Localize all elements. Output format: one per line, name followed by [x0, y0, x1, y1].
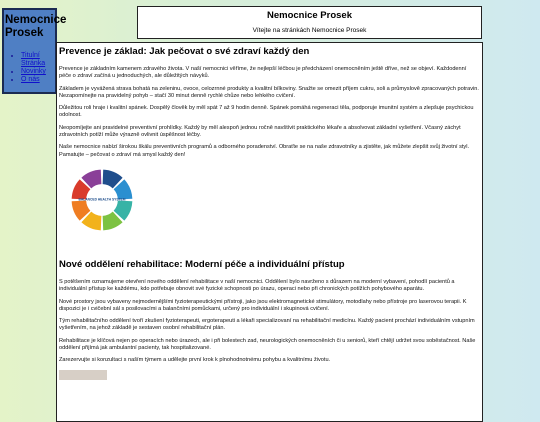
nav-list: [4, 52, 55, 84]
article-heading: Prevence je základ: Jak pečovat o své zdraví každý den: [59, 46, 310, 57]
main-content: [56, 42, 483, 422]
page-title: Nemocnice Prosek: [266, 10, 352, 21]
article-paragraph: Zarezervujte si konzultaci s naším týmem a udělejte první krok k plnohodnotnému pohybu a kvalitnímu životu.: [59, 357, 331, 364]
nav-link-about[interactable]: O nás: [21, 76, 40, 83]
nav-item-news: [21, 68, 55, 76]
nav-item-about: [21, 76, 55, 84]
sidebar: [2, 8, 67, 94]
article-paragraph: Prevence je základním kamenem zdravého života. V naší nemocnici věříme, že nejlepší léčbou je předcházení onemocněním ještě dříve, než se objeví. Každodenní péče o zdraví začíná u jednoduchých, ale důležitých návyků.: [59, 66, 467, 80]
wheel-label: BALANCED HEALTH SYSTEM: [78, 197, 126, 202]
article-heading: Nové oddělení rehabilitace: Moderní péče a individuální přístup: [59, 258, 345, 270]
nav-item-home: [21, 52, 55, 68]
article-paragraph: S potěšením oznamujeme otevření nového oddělení rehabilitace v naší nemocnici. Oddělení bylo navrženo s důrazem na moderní vybavení, pohodlí pacientů a individuální přístup ke každému, kdo potřebuje obnovit své fyzické schopnosti po úrazu, operaci nebo při chronických potížích pohybového aparátu.: [59, 278, 455, 293]
article-paragraph: Důležitou roli hraje i kvalitní spánek. Dospělý člověk by měl spát 7 až 9 hodin denně. Spánek pomáhá regeneraci těla, podporuje imunitní systém a zlepšuje psychickou odolnost.: [59, 105, 474, 119]
sidebar-site-title: Nemocnice Prosek: [5, 14, 67, 39]
article-paragraph: Rehabilitace je klíčová nejen po operacích nebo úrazech, ale i při bolestech zad, neurologických onemocněních či u seniorů, kteří chtějí udržet svou soběstačnost. Naše oddělení přijímá jak ambulantní pacienty, tak hospitalizované.: [59, 337, 476, 352]
nav-link-news[interactable]: Novinky: [21, 68, 46, 75]
article-prevention: [59, 46, 479, 233]
article-paragraph: Základem je vyvážená strava bohatá na zeleninu, ovoce, celozrnné produkty a kvalitní bílkoviny. Snažte se omezit příjem cukru, soli a průmyslově zpracovaných potravin. Nezapomínejte na pravidelný pohyb – stačí 30 minut denně rychlé chůze nebo lehkého cvičení.: [59, 85, 479, 99]
welcome-text: Vítejte na stránkách Nemocnice Prosek: [252, 27, 367, 34]
article-paragraph: Nové prostory jsou vybaveny nejmodernějšími fyzioterapeutickými přístroji, jako jsou elektromagnetické stimulátory, motodlahy nebo přístroje pro laserovou terapii. K dispozici je i cvičební sál s posilovacími a balančními pomůckami, určený pro individuální i skupinová cvičení.: [59, 298, 467, 312]
article-paragraph: Tým rehabilitačního oddělení tvoří zkušení fyzioterapeuti, ergoterapeuti a lékaři specializovaní na rehabilitační medicínu. Každý pacient prochází individuálním vstupním vyšetřením, na jehož základě je sestaven osobní rehabilitační plán.: [59, 318, 475, 332]
article-paragraph: Naše nemocnice nabízí širokou škálu preventivních programů a odborného poradenství. Obraťte se na naše zdravotníky a zjistěte, jak můžete zlepšit svůj životní styl. Pamatujte – pečovat o zdraví má smysl každý den!: [59, 144, 470, 158]
rehabilitation-image: [59, 370, 107, 380]
article-paragraph: Neopomíjejte ani pravidelné preventivní prohlídky. Každý by měl alespoň jednou ročně navštívit praktického lékaře a absolvovat základní vyšetření. Včasný záchyt zdravotních potíží může výrazně ovlivnit úspěšnost léčby.: [59, 124, 461, 139]
page-header: [137, 6, 482, 39]
article-rehabilitation: [59, 259, 479, 380]
nav-link-home[interactable]: Titulní Stránka: [21, 52, 46, 67]
balanced-health-wheel-image: [69, 167, 135, 233]
